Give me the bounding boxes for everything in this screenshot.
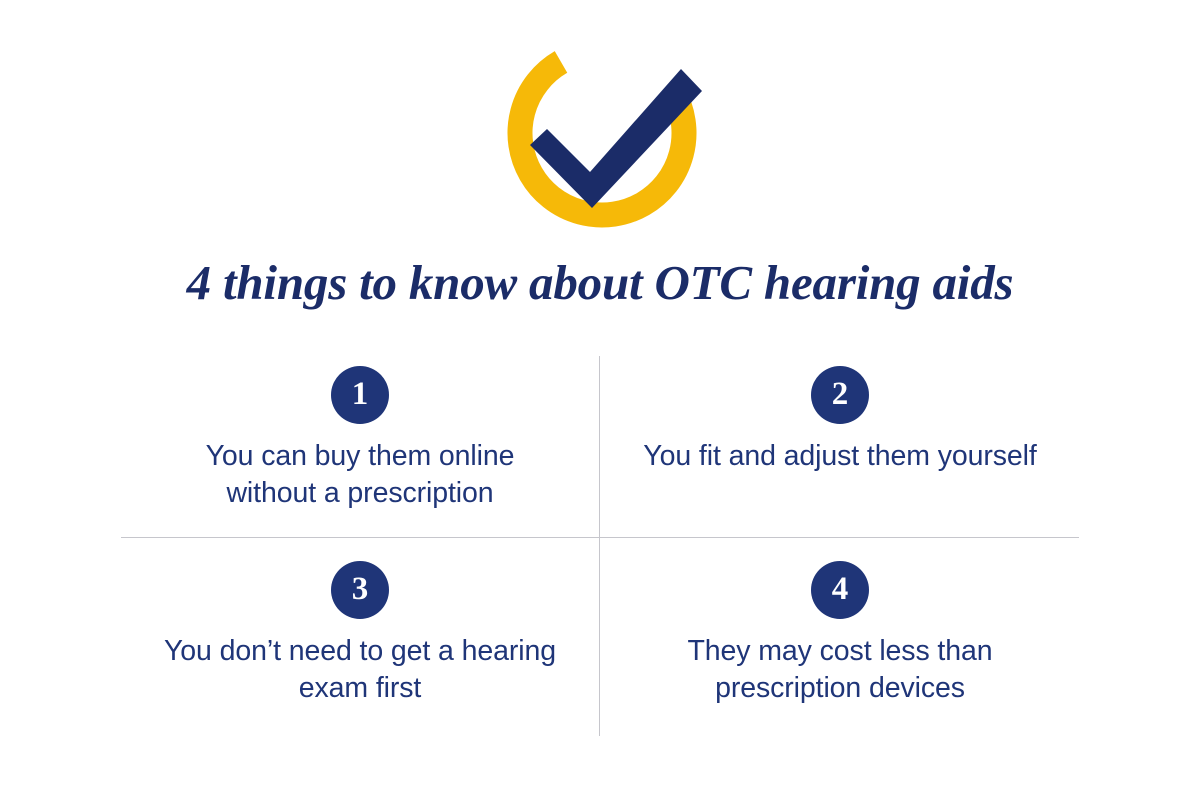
checkmark-in-circle-icon	[0, 24, 1200, 244]
item-text: You don’t need to get a hearing exam first	[163, 635, 557, 704]
list-item	[600, 350, 1080, 545]
item-number-badge: 3	[331, 561, 389, 619]
page-title: 4 things to know about OTC hearing aids	[186, 255, 1014, 310]
item-text: You can buy them online without a prescription	[205, 440, 515, 509]
item-text: They may cost less than prescription devices	[687, 635, 993, 704]
item-number-badge: 4	[811, 561, 869, 619]
item-number-badge: 2	[811, 366, 869, 424]
item-text: You fit and adjust them yourself	[643, 440, 1037, 472]
item-number-badge: 1	[331, 366, 389, 424]
list-item	[120, 350, 600, 545]
items-grid	[120, 350, 1080, 740]
list-item	[120, 545, 600, 740]
list-item	[600, 545, 1080, 740]
